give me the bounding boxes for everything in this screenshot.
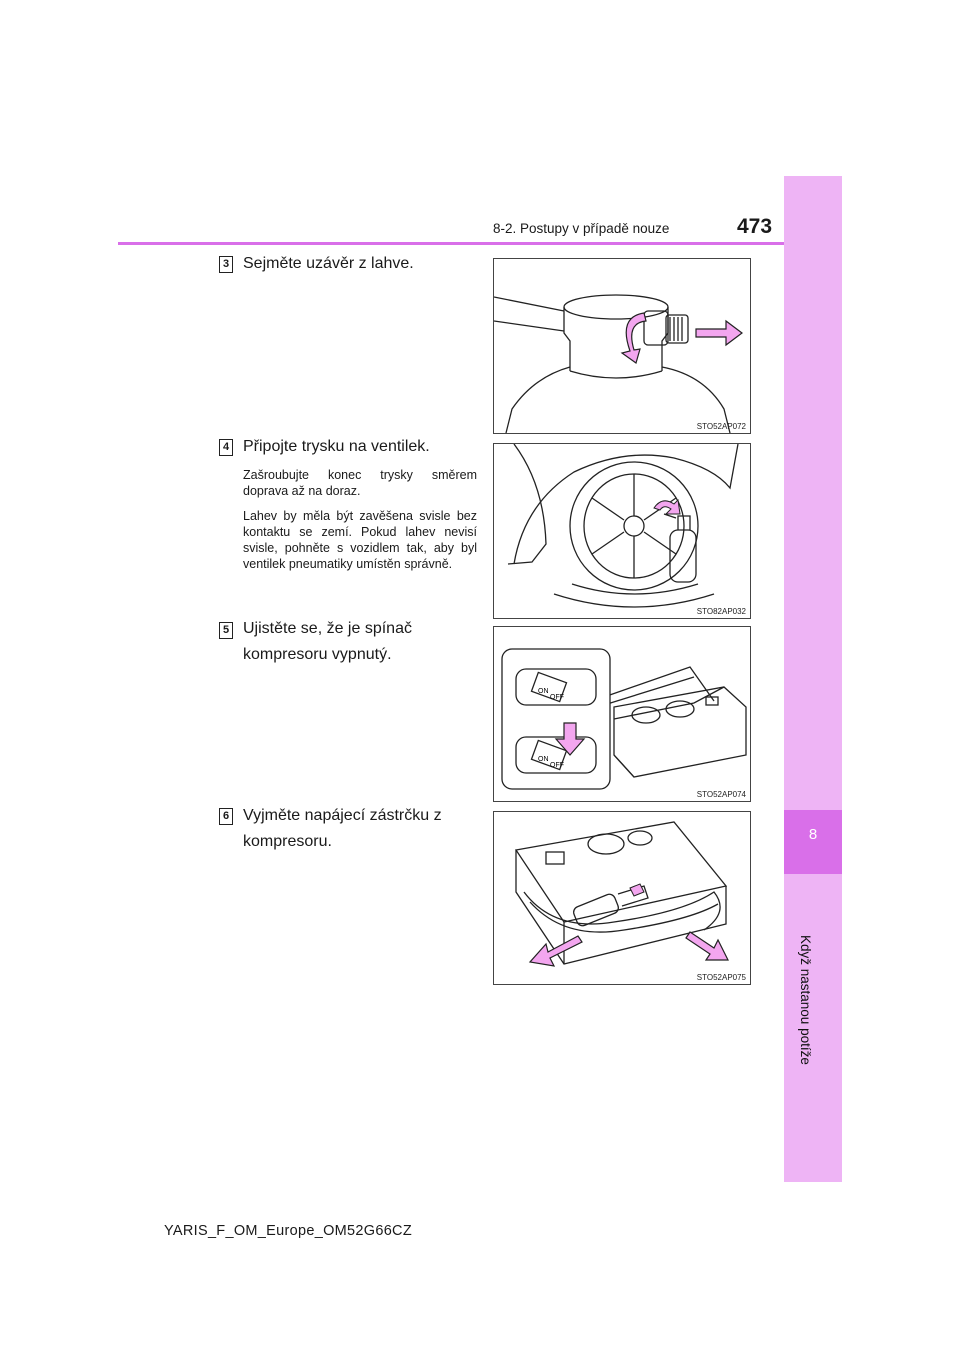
step-instruction: Sejměte uzávěr z lahve. [243,255,414,272]
chapter-label: Když nastanou potíže [798,935,813,1065]
step-number-badge: 5 [219,622,233,639]
figure-code: STO52AP074 [696,790,746,799]
step-number-badge: 6 [219,808,233,825]
switch-label-on: ON [538,756,549,763]
power-plug-illustration [494,812,750,984]
chapter-number: 8 [808,826,818,843]
bottle-cap-illustration [494,259,750,433]
step-instruction: Ujistěte se, že je spínač kompresoru vypnutý. [243,620,412,663]
figure-code: STO52AP075 [696,973,746,982]
figure-power-plug [493,811,751,985]
switch-label-off: OFF [550,762,564,769]
wheel-nozzle-illustration [494,444,750,618]
step-instruction: Připojte trysku na ventilek. [243,438,430,455]
figure-nozzle-valve [493,443,751,619]
section-title: 8-2. Postupy v případě nouze [493,221,670,236]
step-note: Lahev by měla být zavěšena svisle bez kontaktu se zemí. Pokud lahev nevisí svisle, pohněte s vozidlem tak, aby byl ventilek pneumatiky umístěn správně. [243,509,477,571]
step-number-badge: 4 [219,439,233,456]
document-code: YARIS_F_OM_Europe_OM52G66CZ [164,1223,412,1239]
page-number: 473 [737,215,773,238]
figure-code: STO82AP032 [696,607,746,616]
figure-code: STO52AP072 [696,422,746,431]
header-rule [118,242,784,245]
chapter-side-tab [784,176,842,1182]
switch-label-off: OFF [550,694,564,701]
step-number-badge: 3 [219,256,233,273]
step-note: Zašroubujte konec trysky směrem doprava až na doraz. [243,468,477,498]
figure-bottle-cap [493,258,751,434]
switch-label-on: ON [538,688,549,695]
figure-compressor-switch [493,626,751,802]
step-instruction: Vyjměte napájecí zástrčku z kompresoru. [243,807,442,850]
compressor-switch-illustration [494,627,750,801]
